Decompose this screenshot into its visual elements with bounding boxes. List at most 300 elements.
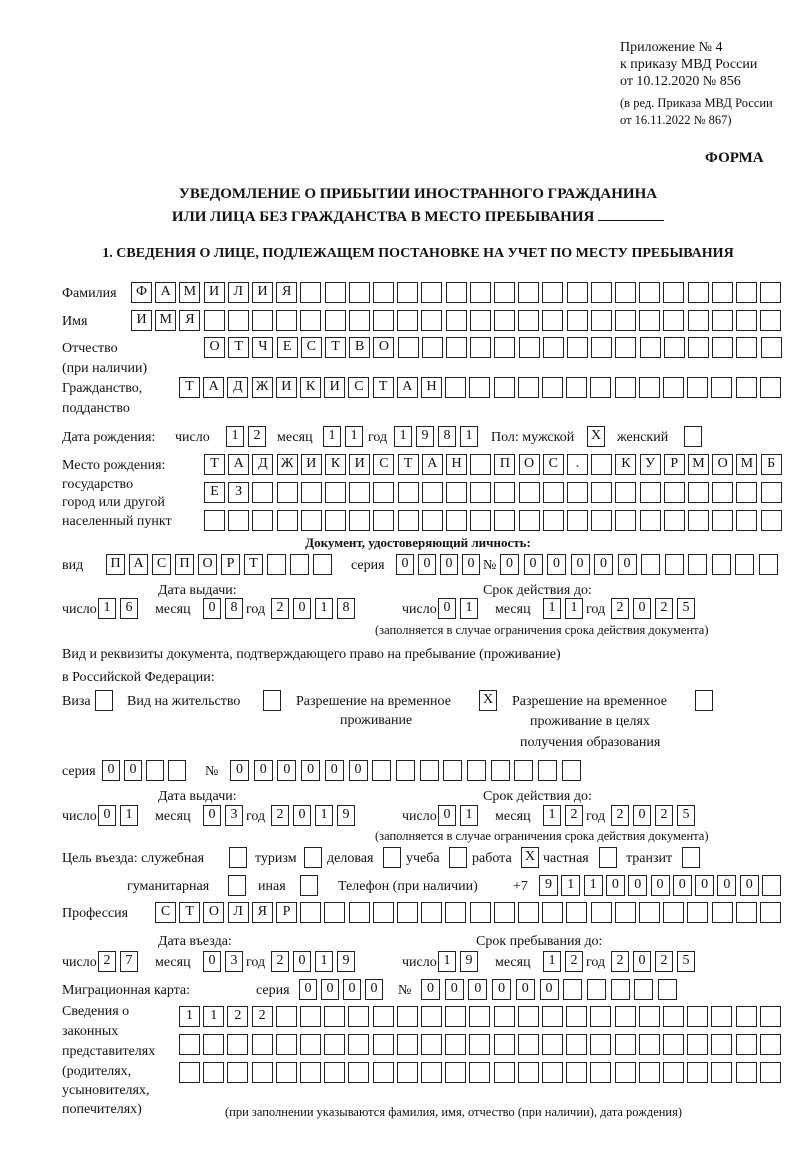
char-box[interactable]: [252, 1034, 273, 1055]
char-box[interactable]: 0: [325, 760, 344, 781]
char-box[interactable]: [325, 310, 346, 331]
char-box[interactable]: А: [228, 454, 249, 475]
char-box[interactable]: [712, 510, 733, 531]
char-box[interactable]: [736, 377, 757, 398]
char-box[interactable]: 2: [271, 951, 289, 972]
char-box[interactable]: С: [348, 377, 369, 398]
char-box[interactable]: И: [349, 454, 370, 475]
char-box[interactable]: [711, 1006, 732, 1027]
char-box[interactable]: [449, 847, 467, 868]
char-box[interactable]: [760, 902, 781, 923]
char-box[interactable]: [640, 337, 661, 358]
char-box[interactable]: 2: [611, 598, 629, 619]
char-box[interactable]: [663, 1062, 684, 1083]
char-box[interactable]: [324, 1062, 345, 1083]
char-box[interactable]: Р: [664, 454, 685, 475]
char-box[interactable]: [518, 310, 539, 331]
char-box[interactable]: 1: [543, 951, 561, 972]
char-box[interactable]: [542, 1034, 563, 1055]
char-box[interactable]: [469, 377, 490, 398]
char-box[interactable]: Т: [244, 554, 263, 575]
char-box[interactable]: [494, 337, 515, 358]
char-box[interactable]: [290, 554, 309, 575]
char-box[interactable]: [494, 1034, 515, 1055]
char-box[interactable]: [276, 310, 297, 331]
char-box[interactable]: И: [252, 282, 273, 303]
char-box[interactable]: [639, 902, 660, 923]
char-box[interactable]: 1: [543, 598, 561, 619]
char-box[interactable]: [591, 482, 612, 503]
char-box[interactable]: [227, 1034, 248, 1055]
char-box[interactable]: 0: [98, 805, 116, 826]
char-box[interactable]: Н: [446, 454, 467, 475]
char-box[interactable]: 1: [315, 598, 333, 619]
char-box[interactable]: [664, 337, 685, 358]
char-box[interactable]: 1: [460, 805, 478, 826]
char-box[interactable]: [519, 510, 540, 531]
char-box[interactable]: [228, 875, 246, 896]
char-box[interactable]: 0: [633, 598, 651, 619]
char-box[interactable]: [615, 1062, 636, 1083]
char-box[interactable]: И: [131, 310, 152, 331]
char-box[interactable]: [313, 554, 332, 575]
char-box[interactable]: Т: [325, 337, 346, 358]
char-box[interactable]: [663, 1006, 684, 1027]
char-box[interactable]: 0: [618, 554, 637, 575]
char-box[interactable]: [519, 482, 540, 503]
char-box[interactable]: 3: [225, 951, 243, 972]
char-box[interactable]: [446, 310, 467, 331]
char-box[interactable]: [712, 310, 733, 331]
char-box[interactable]: [203, 1062, 224, 1083]
char-box[interactable]: [663, 282, 684, 303]
char-box[interactable]: [349, 282, 370, 303]
char-box[interactable]: [421, 902, 442, 923]
char-box[interactable]: [591, 902, 612, 923]
char-box[interactable]: [229, 847, 247, 868]
char-box[interactable]: [567, 310, 588, 331]
char-box[interactable]: 8: [438, 426, 456, 447]
char-box[interactable]: [514, 760, 533, 781]
char-box[interactable]: [398, 510, 419, 531]
char-box[interactable]: 0: [468, 979, 487, 1000]
char-box[interactable]: В: [349, 337, 370, 358]
char-box[interactable]: [252, 1062, 273, 1083]
char-box[interactable]: 0: [254, 760, 273, 781]
char-box[interactable]: [712, 337, 733, 358]
char-box[interactable]: Р: [221, 554, 240, 575]
char-box[interactable]: Т: [179, 377, 200, 398]
char-box[interactable]: [446, 482, 467, 503]
char-box[interactable]: М: [688, 454, 709, 475]
char-box[interactable]: 1: [120, 805, 138, 826]
char-box[interactable]: [663, 310, 684, 331]
char-box[interactable]: [542, 377, 563, 398]
char-box[interactable]: [736, 282, 757, 303]
char-box[interactable]: [397, 282, 418, 303]
char-box[interactable]: К: [615, 454, 636, 475]
char-box[interactable]: 0: [203, 951, 221, 972]
char-box[interactable]: 0: [540, 979, 559, 1000]
char-box[interactable]: [422, 482, 443, 503]
char-box[interactable]: [590, 1006, 611, 1027]
char-box[interactable]: О: [204, 337, 225, 358]
char-box[interactable]: 1: [394, 426, 412, 447]
char-box[interactable]: И: [276, 377, 297, 398]
char-box[interactable]: 0: [203, 598, 221, 619]
char-box[interactable]: 2: [655, 951, 673, 972]
char-box[interactable]: 9: [337, 805, 355, 826]
char-box[interactable]: [443, 760, 462, 781]
char-box[interactable]: [203, 1034, 224, 1055]
char-box[interactable]: [736, 337, 757, 358]
char-box[interactable]: [398, 337, 419, 358]
char-box[interactable]: [421, 1062, 442, 1083]
char-box[interactable]: 1: [98, 598, 116, 619]
char-box[interactable]: [687, 902, 708, 923]
char-box[interactable]: 0: [633, 805, 651, 826]
char-box[interactable]: [304, 847, 322, 868]
char-box[interactable]: [663, 902, 684, 923]
char-box[interactable]: С: [155, 902, 176, 923]
char-box[interactable]: [300, 282, 321, 303]
char-box[interactable]: 2: [248, 426, 266, 447]
char-box[interactable]: 0: [516, 979, 535, 1000]
char-box[interactable]: [397, 902, 418, 923]
char-box[interactable]: [325, 282, 346, 303]
char-box[interactable]: [711, 377, 732, 398]
char-box[interactable]: [228, 310, 249, 331]
char-box[interactable]: [736, 1006, 757, 1027]
char-box[interactable]: [682, 847, 700, 868]
char-box[interactable]: 7: [120, 951, 138, 972]
char-box[interactable]: [179, 1062, 200, 1083]
char-box[interactable]: О: [203, 902, 224, 923]
char-box[interactable]: [567, 282, 588, 303]
char-box[interactable]: М: [736, 454, 757, 475]
char-box[interactable]: [567, 510, 588, 531]
char-box[interactable]: А: [397, 377, 418, 398]
char-box[interactable]: [687, 1034, 708, 1055]
char-box[interactable]: [599, 847, 617, 868]
char-box[interactable]: 2: [271, 598, 289, 619]
char-box[interactable]: [687, 1006, 708, 1027]
char-box[interactable]: [684, 426, 702, 447]
char-box[interactable]: 0: [438, 805, 456, 826]
char-box[interactable]: [494, 1006, 515, 1027]
char-box[interactable]: [711, 1034, 732, 1055]
char-box[interactable]: [372, 760, 391, 781]
char-box[interactable]: А: [422, 454, 443, 475]
char-box[interactable]: О: [198, 554, 217, 575]
char-box[interactable]: [373, 1062, 394, 1083]
char-box[interactable]: [324, 902, 345, 923]
char-box[interactable]: [383, 847, 401, 868]
char-box[interactable]: 2: [611, 805, 629, 826]
char-box[interactable]: 8: [225, 598, 243, 619]
char-box[interactable]: [687, 1062, 708, 1083]
char-box[interactable]: [639, 377, 660, 398]
char-box[interactable]: [469, 1006, 490, 1027]
char-box[interactable]: [542, 310, 563, 331]
char-box[interactable]: [566, 1062, 587, 1083]
char-box[interactable]: П: [494, 454, 515, 475]
char-box[interactable]: [688, 310, 709, 331]
char-box[interactable]: [711, 1062, 732, 1083]
char-box[interactable]: 2: [611, 951, 629, 972]
char-box[interactable]: [538, 760, 557, 781]
char-box[interactable]: [761, 482, 782, 503]
char-box[interactable]: 0: [299, 979, 317, 1000]
char-box[interactable]: [760, 282, 781, 303]
char-box[interactable]: [615, 337, 636, 358]
char-box[interactable]: [494, 1062, 515, 1083]
char-box[interactable]: [446, 510, 467, 531]
char-box[interactable]: С: [152, 554, 171, 575]
char-box[interactable]: 0: [124, 760, 142, 781]
char-box[interactable]: [349, 482, 370, 503]
char-box[interactable]: [470, 310, 491, 331]
char-box[interactable]: [95, 690, 113, 711]
char-box[interactable]: Б: [761, 454, 782, 475]
char-box[interactable]: 1: [315, 805, 333, 826]
char-box[interactable]: 2: [98, 951, 116, 972]
char-box[interactable]: [300, 875, 318, 896]
char-box[interactable]: А: [155, 282, 176, 303]
char-box[interactable]: У: [640, 454, 661, 475]
char-box[interactable]: 0: [717, 875, 736, 896]
char-box[interactable]: [736, 482, 757, 503]
char-box[interactable]: [348, 1006, 369, 1027]
char-box[interactable]: [518, 1062, 539, 1083]
char-box[interactable]: [761, 337, 782, 358]
char-box[interactable]: 2: [565, 805, 583, 826]
char-box[interactable]: [664, 510, 685, 531]
char-box[interactable]: [494, 902, 515, 923]
char-box[interactable]: [397, 310, 418, 331]
char-box[interactable]: Е: [277, 337, 298, 358]
char-box[interactable]: 1: [460, 598, 478, 619]
char-box[interactable]: [396, 760, 415, 781]
char-box[interactable]: [227, 1062, 248, 1083]
char-box[interactable]: [518, 377, 539, 398]
char-box[interactable]: [252, 310, 273, 331]
char-box[interactable]: Д: [252, 454, 273, 475]
char-box[interactable]: Н: [421, 377, 442, 398]
char-box[interactable]: 0: [524, 554, 543, 575]
char-box[interactable]: [398, 482, 419, 503]
char-box[interactable]: [228, 510, 249, 531]
char-box[interactable]: [761, 510, 782, 531]
char-box[interactable]: Ж: [277, 454, 298, 475]
char-box[interactable]: 0: [462, 554, 480, 575]
char-box[interactable]: 1: [460, 426, 478, 447]
char-box[interactable]: [658, 979, 677, 1000]
char-box[interactable]: [688, 337, 709, 358]
char-box[interactable]: 0: [628, 875, 647, 896]
char-box[interactable]: [639, 1034, 660, 1055]
char-box[interactable]: [688, 482, 709, 503]
char-box[interactable]: [168, 760, 186, 781]
char-box[interactable]: [446, 337, 467, 358]
char-box[interactable]: [179, 1034, 200, 1055]
char-box[interactable]: [615, 282, 636, 303]
char-box[interactable]: [543, 482, 564, 503]
char-box[interactable]: [325, 510, 346, 531]
char-box[interactable]: [615, 902, 636, 923]
char-box[interactable]: [267, 554, 286, 575]
char-box[interactable]: [494, 510, 515, 531]
char-box[interactable]: [252, 510, 273, 531]
char-box[interactable]: Т: [228, 337, 249, 358]
char-box[interactable]: [445, 1062, 466, 1083]
char-box[interactable]: 2: [252, 1006, 273, 1027]
char-box[interactable]: [663, 377, 684, 398]
char-box[interactable]: 2: [565, 951, 583, 972]
char-box[interactable]: [615, 510, 636, 531]
char-box[interactable]: [567, 482, 588, 503]
char-box[interactable]: 5: [677, 598, 695, 619]
char-box[interactable]: [494, 282, 515, 303]
char-box[interactable]: [277, 482, 298, 503]
char-box[interactable]: [325, 482, 346, 503]
char-box[interactable]: [590, 1062, 611, 1083]
char-box[interactable]: Л: [228, 902, 249, 923]
char-box[interactable]: 0: [396, 554, 414, 575]
char-box[interactable]: [263, 690, 281, 711]
char-box[interactable]: [542, 1062, 563, 1083]
char-box[interactable]: [736, 1034, 757, 1055]
char-box[interactable]: А: [203, 377, 224, 398]
char-box[interactable]: [615, 1006, 636, 1027]
char-box[interactable]: [445, 1006, 466, 1027]
char-box[interactable]: Ж: [252, 377, 273, 398]
char-box[interactable]: [146, 760, 164, 781]
char-box[interactable]: [421, 1034, 442, 1055]
char-box[interactable]: Р: [276, 902, 297, 923]
char-box[interactable]: [695, 690, 713, 711]
char-box[interactable]: 0: [343, 979, 361, 1000]
char-box[interactable]: 1: [323, 426, 341, 447]
char-box[interactable]: 0: [421, 979, 440, 1000]
char-box[interactable]: Д: [227, 377, 248, 398]
char-box[interactable]: 0: [418, 554, 436, 575]
char-box[interactable]: 1: [203, 1006, 224, 1027]
char-box[interactable]: [445, 1034, 466, 1055]
char-box[interactable]: 0: [102, 760, 120, 781]
char-box[interactable]: Т: [179, 902, 200, 923]
char-box[interactable]: 1: [179, 1006, 200, 1027]
char-box[interactable]: 2: [227, 1006, 248, 1027]
char-box[interactable]: 0: [293, 805, 311, 826]
char-box[interactable]: 2: [655, 598, 673, 619]
char-box[interactable]: [373, 1006, 394, 1027]
char-box[interactable]: 0: [571, 554, 590, 575]
char-box[interactable]: [348, 1062, 369, 1083]
char-box[interactable]: 0: [321, 979, 339, 1000]
char-box[interactable]: И: [301, 454, 322, 475]
char-box[interactable]: [760, 1006, 781, 1027]
char-box[interactable]: [639, 310, 660, 331]
char-box[interactable]: 0: [594, 554, 613, 575]
char-box[interactable]: П: [106, 554, 125, 575]
char-box[interactable]: 1: [438, 951, 456, 972]
char-box[interactable]: [688, 282, 709, 303]
char-box[interactable]: 1: [315, 951, 333, 972]
char-box[interactable]: [760, 1062, 781, 1083]
char-box[interactable]: Я: [179, 310, 200, 331]
char-box[interactable]: X: [587, 426, 605, 447]
char-box[interactable]: 2: [271, 805, 289, 826]
char-box[interactable]: [204, 510, 225, 531]
char-box[interactable]: [470, 482, 491, 503]
char-box[interactable]: [591, 282, 612, 303]
char-box[interactable]: [762, 875, 781, 896]
char-box[interactable]: [542, 1006, 563, 1027]
char-box[interactable]: [349, 310, 370, 331]
char-box[interactable]: [712, 282, 733, 303]
char-box[interactable]: 1: [226, 426, 244, 447]
char-box[interactable]: Я: [252, 902, 273, 923]
char-box[interactable]: [567, 337, 588, 358]
char-box[interactable]: [615, 1034, 636, 1055]
char-box[interactable]: [542, 902, 563, 923]
char-box[interactable]: 5: [677, 951, 695, 972]
char-box[interactable]: 0: [633, 951, 651, 972]
char-box[interactable]: [422, 337, 443, 358]
char-box[interactable]: [518, 1006, 539, 1027]
char-box[interactable]: [373, 310, 394, 331]
char-box[interactable]: Т: [204, 454, 225, 475]
char-box[interactable]: 0: [606, 875, 625, 896]
char-box[interactable]: А: [129, 554, 148, 575]
char-box[interactable]: 0: [293, 598, 311, 619]
char-box[interactable]: О: [373, 337, 394, 358]
char-box[interactable]: [639, 282, 660, 303]
char-box[interactable]: 0: [203, 805, 221, 826]
char-box[interactable]: [566, 377, 587, 398]
char-box[interactable]: 0: [500, 554, 519, 575]
char-box[interactable]: [665, 554, 684, 575]
char-box[interactable]: [397, 1062, 418, 1083]
char-box[interactable]: [712, 482, 733, 503]
char-box[interactable]: [760, 1034, 781, 1055]
char-box[interactable]: [759, 554, 778, 575]
char-box[interactable]: 0: [547, 554, 566, 575]
char-box[interactable]: Т: [398, 454, 419, 475]
char-box[interactable]: [760, 310, 781, 331]
char-box[interactable]: [300, 1006, 321, 1027]
char-box[interactable]: [736, 310, 757, 331]
char-box[interactable]: [446, 282, 467, 303]
char-box[interactable]: 0: [365, 979, 383, 1000]
char-box[interactable]: [615, 482, 636, 503]
char-box[interactable]: [587, 979, 606, 1000]
char-box[interactable]: [639, 1062, 660, 1083]
char-box[interactable]: [470, 337, 491, 358]
char-box[interactable]: 9: [539, 875, 558, 896]
char-box[interactable]: [562, 760, 581, 781]
char-box[interactable]: [664, 482, 685, 503]
char-box[interactable]: [640, 510, 661, 531]
char-box[interactable]: [301, 510, 322, 531]
char-box[interactable]: [276, 1062, 297, 1083]
char-box[interactable]: 0: [277, 760, 296, 781]
char-box[interactable]: 0: [293, 951, 311, 972]
char-box[interactable]: [641, 554, 660, 575]
char-box[interactable]: [518, 902, 539, 923]
char-box[interactable]: 8: [337, 598, 355, 619]
